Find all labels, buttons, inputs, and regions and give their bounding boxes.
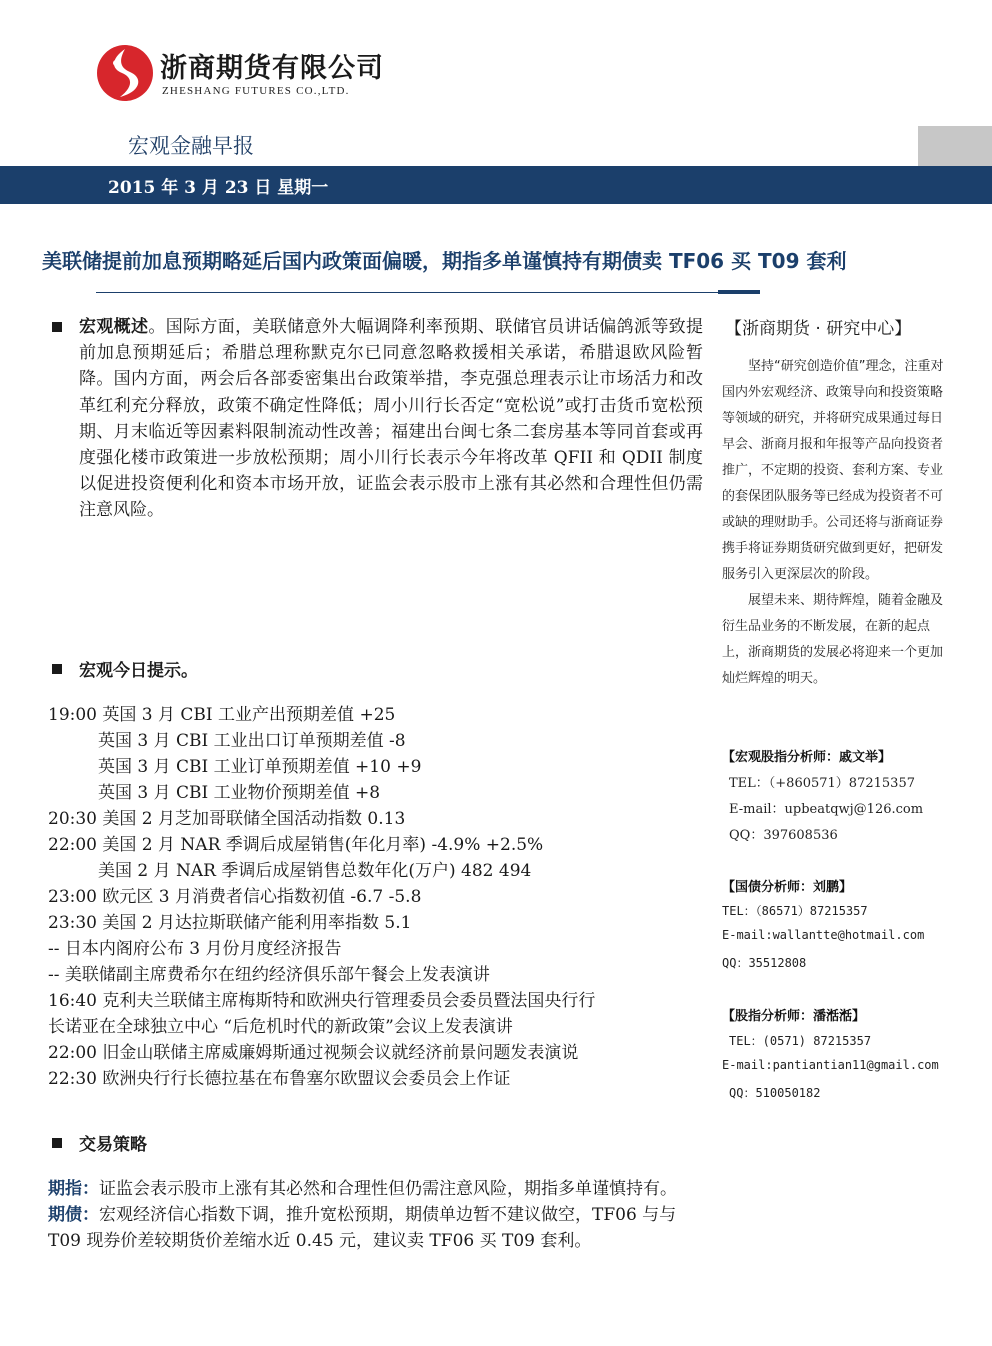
event-line: 22:00 美国 2 月 NAR 季调后成屋销售(年化月率) -4.9% +2.5% xyxy=(48,835,544,855)
analyst-title: 【宏观股指分析师：戚文举】 xyxy=(722,750,892,765)
analyst-tel: TEL：(0571) 87215357 xyxy=(729,1034,872,1048)
sidebar-paragraph: 坚持“研究创造价值”理念，注重对国内外宏观经济、政策导向和投资策略等领域的研究，并将研究成果通过每日早会、浙商月报和年报等产品向投资者推广，不定期的投资、套利方案、专业的套保团队服务等已经成为投资者不可或缺的理财助手。公司还将与浙商证券携手将证券期货研究做到更好，把研发服务引入更深层次的阶段。 xyxy=(722,359,944,582)
section-title: 宏观今日提示。 xyxy=(79,661,198,681)
company-logo-icon xyxy=(96,44,154,102)
analyst-qq: QQ：510050182 xyxy=(729,1086,821,1100)
event-line: 23:00 欧元区 3 月消费者信心指数初值 -6.7 -5.8 xyxy=(48,887,422,907)
analyst-email: E-mail:pantiantian11@gmail.com xyxy=(722,1058,939,1072)
analyst-qq: QQ：397608536 xyxy=(729,828,838,843)
sidebar-intro xyxy=(722,354,948,692)
event-line: 英国 3 月 CBI 工业订单预期差值 +10 +9 xyxy=(98,757,422,777)
analyst-email: E-mail:wallantte@hotmail.com xyxy=(722,928,925,942)
event-line: 长诺亚在全球独立中心 “后危机时代的新政策”会议上发表演讲 xyxy=(48,1017,513,1037)
event-line: 19:00 英国 3 月 CBI 工业产出预期差值 +25 xyxy=(48,705,396,725)
bullet-icon xyxy=(52,1138,62,1148)
section-title: 交易策略 xyxy=(79,1135,147,1155)
header-accent-block xyxy=(918,126,992,166)
strategy-item: 期指：证监会表示股市上涨有其必然和合理性但仍需注意风险，期指多单谨慎持有。 xyxy=(48,1179,677,1199)
event-line: 22:30 欧洲央行行长德拉基在布鲁塞尔欧盟议会委员会上作证 xyxy=(48,1069,511,1089)
overview-body: 。国际方面，美联储意外大幅调降利率预期、联储官员讲话偏鸽派等致提前加息预期延后；希腊总理称默克尔已同意忽略救援相关承诺，希腊退欧风险暂降。国内方面，两会后各部委密集出台政策举措，李克强总理表示让市场活力和改革红利充分释放，政策不确定性降低；周小川行长否定“宽松说”或打击货币宽松预期、月末临近等因素料限制流动性改善；福建出台闽七条二套房基本等同首套或再度强化楼市政策进一步放松预期；周小川行长表示今年将改革 QFII 和 QDII 制度以促进投资便利化和资本市场开放，证监会表示股市上涨有其必然和合理性但仍需注意风险。 xyxy=(79,317,704,521)
company-name-cn: 浙商期货有限公司 xyxy=(160,53,384,84)
event-line: 20:30 美国 2 月芝加哥联储全国活动指数 0.13 xyxy=(48,809,406,829)
bullet-icon xyxy=(52,322,62,332)
analyst-title: 【股指分析师：潘湉湉】 xyxy=(722,1009,866,1024)
divider-accent xyxy=(718,290,760,294)
event-line: 美国 2 月 NAR 季调后成屋销售总数年化(万户) 482 494 xyxy=(98,861,532,881)
event-line: -- 美联储副主席费希尔在纽约经济俱乐部午餐会上发表演讲 xyxy=(48,965,490,985)
macro-overview xyxy=(79,314,703,524)
event-line: 英国 3 月 CBI 工业物价预期差值 +8 xyxy=(98,783,381,803)
report-date: 2015 年 3 月 23 日 星期一 xyxy=(108,178,329,198)
divider xyxy=(96,292,718,293)
analyst-email: E-mail：upbeatqwj@126.com xyxy=(729,802,924,817)
analyst-title: 【国债分析师：刘鹏】 xyxy=(722,880,853,895)
trading-strategy xyxy=(48,1176,698,1254)
event-line: 16:40 克利夫兰联储主席梅斯特和欧洲央行管理委员会委员暨法国央行行 xyxy=(48,991,596,1011)
analyst-tel: TEL：（86571）87215357 xyxy=(722,904,868,918)
report-name: 宏观金融早报 xyxy=(128,134,254,158)
event-line: 22:00 旧金山联储主席威廉姆斯通过视频会议就经济前景问题发表演说 xyxy=(48,1043,579,1063)
headline: 美联储提前加息预期略延后国内政策面偏暖，期指多单谨慎持有期债卖 TF06 买 T09 套利 xyxy=(42,249,847,273)
event-line: -- 日本内阁府公布 3 月份月度经济报告 xyxy=(48,939,342,959)
section-title: 宏观概述 xyxy=(79,317,149,337)
sidebar-paragraph: 展望未来、期待辉煌，随着金融及衍生品业务的不断发展，在新的起点上，浙商期货的发展必将迎来一个更加灿烂辉煌的明天。 xyxy=(722,593,944,686)
analyst-qq: QQ：35512808 xyxy=(722,956,807,970)
strategy-item: 期债：宏观经济信心指数下调，推升宽松预期，期债单边暂不建议做空，TF06 与与 T09 现券价差较期货价差缩水近 0.45 元，建议卖 TF06 买 T09 套利。 xyxy=(48,1205,677,1251)
event-line: 23:30 美国 2 月达拉斯联储产能利用率指数 5.1 xyxy=(48,913,412,933)
sidebar-title: 【浙商期货 · 研究中心】 xyxy=(725,319,912,339)
analyst-tel: TEL：（+860571）87215357 xyxy=(729,776,915,791)
company-name-en: ZHESHANG FUTURES CO.,LTD. xyxy=(162,85,350,97)
bullet-icon xyxy=(52,664,62,674)
event-line: 英国 3 月 CBI 工业出口订单预期差值 -8 xyxy=(98,731,406,751)
